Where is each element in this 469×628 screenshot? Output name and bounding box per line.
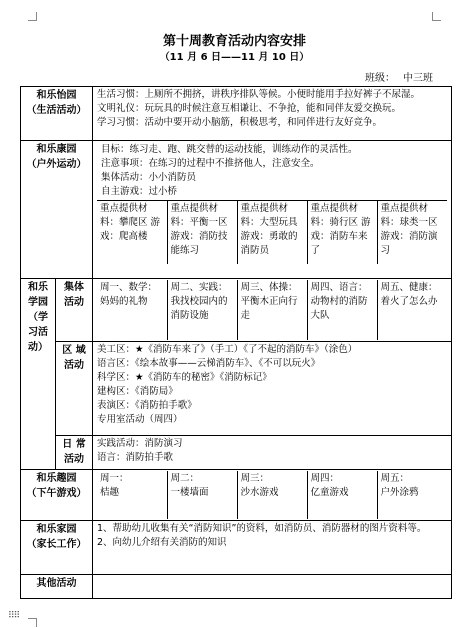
health-garden-line: 注意事项：在练习的过程中不推挤他人，注意安全。	[101, 158, 320, 169]
health-garden-content[interactable]	[93, 141, 452, 279]
health-garden-line: 集体活动：小小消防员	[101, 172, 197, 183]
fun-day-cell: 周五： 户外涂鸦	[380, 473, 419, 498]
table-move-handle-icon[interactable]: ⠿⠿	[8, 611, 20, 621]
area-line: 专用室活动（周四）	[97, 414, 183, 425]
health-day-cell: 重点提供材料：攀爬区 游戏：爬高楼	[97, 201, 167, 265]
fun-day-cell: 周三： 沙水游戏	[237, 471, 307, 519]
group-day-cell: 周五、健康：着火了怎么办	[380, 282, 438, 307]
class-name: 中三班	[403, 73, 433, 84]
area-line: 美工区：★《消防车来了》（手工）《了不起的消防车》（涂色）	[97, 344, 358, 355]
corner-mark-top-left	[28, 12, 37, 21]
happy-garden-content[interactable]	[93, 87, 452, 141]
fun-day-cell: 周二： 一楼墙面	[167, 471, 237, 519]
group-activity-label: 集体 活动	[56, 279, 93, 342]
corner-mark-top-right	[432, 12, 441, 21]
daily-activity-content[interactable]	[93, 436, 452, 470]
health-day-cell: 重点提供材料：平衡一区 游戏：消防技能练习	[167, 201, 237, 265]
area-activity-content[interactable]	[93, 342, 452, 436]
fun-garden-label: 和乐趣园 （下午游戏）	[21, 470, 93, 521]
area-activity-label: 区 域 活动	[56, 342, 93, 436]
corner-mark-bottom-left	[28, 618, 37, 627]
learning-garden-label: 和乐 学园 （学 习活 动）	[21, 279, 56, 470]
daily-line: 语言：消防拍手歌	[97, 452, 174, 463]
fun-garden-row	[21, 470, 452, 521]
happy-garden-row	[21, 87, 452, 141]
fun-day-cell: 周四： 亿童游戏	[307, 471, 377, 519]
group-day-cell: 周三、体操：平衡木正向行走	[237, 280, 307, 340]
home-garden-line: 2、向幼儿介绍有关消防的知识	[97, 537, 227, 548]
area-line: 语言区：《绘本故事——云梯消防车》、《不可以玩火》	[97, 358, 321, 369]
health-garden-label: 和乐康园 （户外运动）	[21, 141, 93, 279]
area-line: 建构区：《消防局》	[97, 386, 178, 397]
health-day-cell: 重点提供材料：骑行区 游戏：消防车来了	[307, 201, 377, 265]
health-day-cell: 重点提供材料：球类一区 游戏：消防演习	[377, 201, 447, 265]
home-garden-line: 1、帮助幼儿收集有关“消防知识”的资料，如消防员、消防器材的图片资料等。	[97, 523, 427, 534]
area-activity-row	[21, 342, 452, 436]
home-garden-label: 和乐家园 （家长工作）	[21, 521, 93, 575]
group-activity-content[interactable]	[93, 279, 452, 342]
group-activity-row	[21, 279, 452, 342]
health-garden-line: 目标：练习走、跑、跳交替的运动技能，训练动作的灵活性。	[101, 144, 358, 155]
happy-garden-line: 文明礼仪：玩玩具的时候注意互相谦让、不争抢，能和同伴友爱交换玩。	[97, 103, 402, 114]
class-info	[365, 69, 441, 84]
happy-garden-line: 生活习惯：上厕所不拥挤，讲秩序排队等候。小便时能用手拉好裤子不尿湿。	[97, 89, 421, 100]
daily-line: 实践活动：消防演习	[97, 438, 183, 449]
area-line: 科学区：★《消防车的秘密》《消防标记》	[97, 372, 272, 383]
fun-garden-content[interactable]	[93, 470, 452, 521]
health-garden-days	[97, 200, 447, 264]
group-day-cell: 周四、语言：动物村的消防大队	[307, 280, 377, 340]
date-range: （11 月 6 日——11 月 10 日）	[159, 52, 310, 63]
activity-plan-table	[20, 86, 452, 599]
health-garden-row	[21, 141, 452, 279]
home-garden-row	[21, 521, 452, 575]
health-day-cell: 重点提供材料：大型玩具 游戏：勇敢的消防员	[237, 201, 307, 265]
daily-activity-row	[21, 436, 452, 470]
page-title: 第十周教育活动内容安排	[162, 34, 306, 49]
class-label: 班级：	[365, 73, 395, 84]
happy-garden-label: 和乐怡园 （生活活动）	[21, 87, 93, 141]
group-day-cell: 周一、数学：妈妈的礼物	[97, 280, 167, 340]
group-day-cell: 周二、实践：我找校园内的消防设施	[167, 280, 237, 340]
home-garden-content[interactable]	[93, 521, 452, 575]
fun-day-cell: 周一： 桔趣	[97, 471, 167, 519]
other-row	[21, 575, 452, 599]
daily-activity-label: 日 常 活动	[56, 436, 93, 470]
other-content[interactable]	[93, 575, 452, 599]
area-line: 表演区：《消防拍手歌》	[97, 400, 197, 411]
health-garden-line: 自主游戏：过小桥	[101, 186, 178, 197]
other-label: 其他活动	[21, 575, 93, 599]
happy-garden-line: 学习习惯：活动中要开动小脑筋，积极思考，和同伴进行友好竞争。	[97, 117, 383, 128]
